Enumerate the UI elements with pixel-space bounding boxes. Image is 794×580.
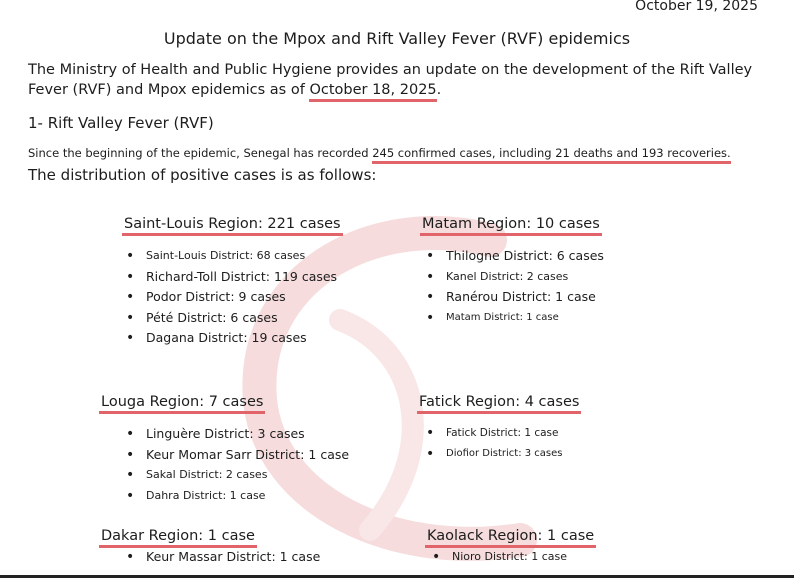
district-list-louga — [124, 424, 349, 506]
region-title: Kaolack Region: 1 case — [425, 528, 596, 548]
region-heading-matam — [420, 216, 602, 236]
page-title: Update on the Mpox and Rift Valley Fever (RVF) epidemics — [163, 29, 631, 48]
region-heading-dakar — [99, 528, 257, 548]
section-heading-rvf: 1- Rift Valley Fever (RVF) — [28, 114, 214, 132]
list-item: • Ranérou District: 1 case — [424, 287, 604, 308]
region-heading-louga — [99, 394, 265, 414]
region-title: Saint-Louis Region: 221 cases — [122, 216, 343, 236]
region-title: Louga Region: 7 cases — [99, 394, 265, 414]
list-item: • Dagana District: 19 cases — [124, 328, 337, 349]
rvf-summary — [28, 146, 731, 160]
district-list-dakar — [124, 547, 320, 568]
list-item: • Dahra District: 1 case — [124, 486, 349, 507]
rvf-summary-highlight: 245 confirmed cases, including 21 deaths and 193 recoveries. — [372, 146, 731, 164]
rvf-summary-prefix: Since the beginning of the epidemic, Senegal has recorded — [28, 146, 373, 160]
region-heading-kaolack — [425, 528, 596, 548]
list-item: • Richard-Toll District: 119 cases — [124, 267, 337, 288]
document-date: October 19, 2025 — [635, 0, 758, 14]
region-heading-fatick — [417, 394, 581, 414]
list-item: • Kanel District: 2 cases — [424, 267, 604, 288]
intro-text: The Ministry of Health and Public Hygiene provides an update on the development of the Rift Valley Fever (RVF) and Mpox epidemics as of — [28, 62, 753, 98]
list-item: • Sakal District: 2 cases — [124, 465, 349, 486]
district-list-saint-louis — [124, 246, 337, 349]
list-item: • Pété District: 6 cases — [124, 308, 337, 329]
region-title: Dakar Region: 1 case — [99, 528, 257, 548]
list-item: • Linguère District: 3 cases — [124, 424, 349, 445]
region-title: Fatick Region: 4 cases — [417, 394, 581, 414]
list-item: • Podor District: 9 cases — [124, 287, 337, 308]
intro-paragraph — [28, 60, 768, 100]
intro-end: . — [436, 82, 442, 98]
list-item: • Thilogne District: 6 cases — [424, 246, 604, 267]
list-item: • Fatick District: 1 case — [424, 423, 563, 444]
intro-date-highlight: October 18, 2025 — [309, 82, 436, 102]
list-item: • Matam District: 1 case — [424, 308, 604, 329]
list-item: • Nioro District: 1 case — [430, 547, 567, 568]
district-list-matam — [424, 246, 604, 328]
distribution-intro: The distribution of positive cases is as follows: — [28, 166, 377, 184]
district-list-kaolack — [430, 547, 567, 568]
list-item: • Keur Momar Sarr District: 1 case — [124, 445, 349, 466]
list-item: • Diofior District: 3 cases — [424, 444, 563, 465]
list-item: • Saint-Louis District: 68 cases — [124, 246, 337, 267]
region-heading-saint-louis — [122, 216, 343, 236]
district-list-fatick — [424, 423, 563, 464]
region-title: Matam Region: 10 cases — [420, 216, 602, 236]
list-item: • Keur Massar District: 1 case — [124, 547, 320, 568]
